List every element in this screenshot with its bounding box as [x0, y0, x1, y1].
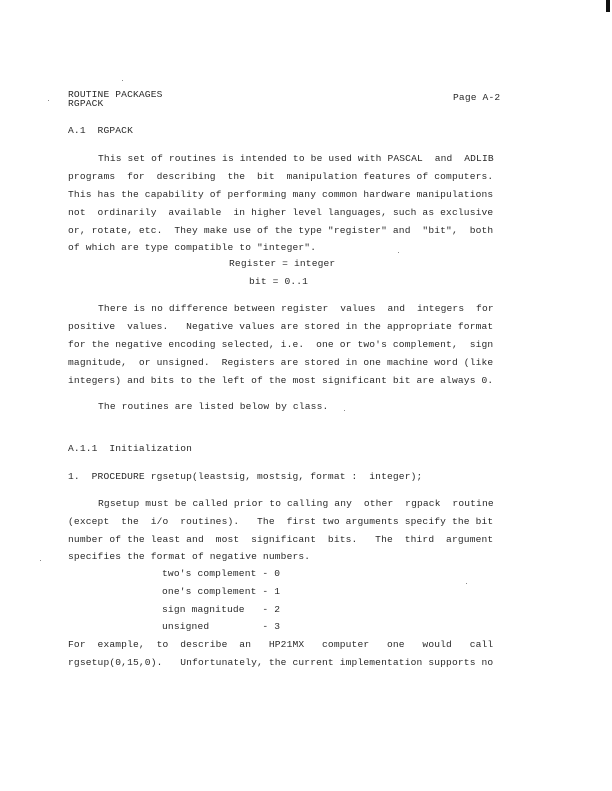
procedure-signature: 1. PROCEDURE rgsetup(leastsig, mostsig, format : integer);: [68, 471, 423, 482]
type-definition: bit = 0..1: [249, 276, 309, 287]
intro-line: of which are type compatible to "integer".: [68, 242, 317, 253]
scan-speck: [466, 583, 467, 584]
example-line: rgsetup(0,15,0). Unfortunately, the current implementation supports no: [68, 657, 494, 668]
page-number: Page A-2: [453, 92, 501, 103]
values-line: magnitude, or unsigned. Registers are stored in one machine word (like: [68, 357, 494, 368]
format-code: sign magnitude - 2: [162, 604, 281, 615]
values-line: integers) and bits to the left of the most significant bit are always 0.: [68, 375, 494, 386]
rgsetup-line: number of the least and most significant bits. The third argument: [68, 534, 494, 545]
example-line: For example, to describe an HP21MX computer one would call: [68, 639, 494, 650]
listing-sentence: The routines are listed below by class.: [98, 401, 329, 412]
subsection-heading: A.1.1 Initialization: [68, 443, 193, 454]
scan-speck: [48, 100, 49, 101]
intro-line: or, rotate, etc. They make use of the type "register" and "bit", both: [68, 225, 494, 236]
values-line: There is no difference between register values and integers for: [98, 303, 494, 314]
intro-line: This has the capability of performing many common hardware manipulations: [68, 189, 494, 200]
scan-speck: [40, 560, 41, 561]
intro-line: not ordinarily available in higher level languages, such as exclusive: [68, 207, 494, 218]
format-code: unsigned - 3: [162, 621, 281, 632]
section-heading: A.1 RGPACK: [68, 125, 133, 136]
scan-edge-mark: [606, 0, 610, 12]
intro-line: This set of routines is intended to be used with PASCAL and ADLIB: [98, 153, 494, 164]
values-line: positive values. Negative values are stored in the appropriate format: [68, 321, 494, 332]
format-code: two's complement - 0: [162, 568, 281, 579]
intro-line: programs for describing the bit manipulation features of computers.: [68, 171, 494, 182]
rgsetup-line: specifies the format of negative numbers.: [68, 551, 311, 562]
rgsetup-line: (except the i/o routines). The first two arguments specify the bit: [68, 516, 494, 527]
rgsetup-line: Rgsetup must be called prior to calling any other rgpack routine: [98, 498, 494, 509]
header-title: ROUTINE PACKAGES: [68, 89, 163, 100]
type-definition: Register = integer: [229, 258, 336, 269]
values-line: for the negative encoding selected, i.e. one or two's complement, sign: [68, 339, 494, 350]
scan-speck: [122, 80, 123, 81]
format-code: one's complement - 1: [162, 586, 281, 597]
header-subtitle: RGPACK: [68, 98, 104, 109]
scan-speck: [398, 252, 399, 253]
scan-speck: [344, 410, 345, 411]
